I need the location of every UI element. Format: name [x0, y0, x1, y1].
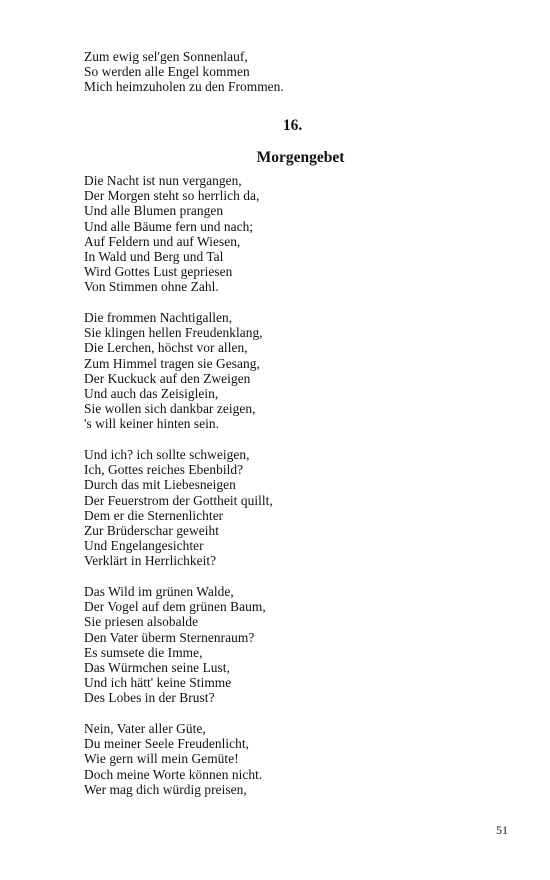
verse-line: 's will keiner hinten sein.	[84, 416, 220, 432]
verse-line: Nein, Vater aller Güte,	[84, 721, 206, 736]
verse-line: Dem er die Sternenlichter	[84, 507, 224, 523]
verse-line: Auf Feldern und auf Wiesen,	[84, 233, 241, 249]
verse-line: So werden alle Engel kommen	[84, 64, 250, 80]
verse-line: Zum ewig sel'gen Sonnenlauf,	[84, 49, 248, 64]
verse-line: Du meiner Seele Freudenlicht,	[84, 736, 250, 752]
verse-line: Sie wollen sich dankbar zeigen,	[84, 401, 256, 417]
verse-line: Der Morgen steht so herrlich da,	[84, 188, 260, 204]
verse-line: Der Feuerstrom der Gottheit quillt,	[84, 492, 273, 508]
verse-line: Sie klingen hellen Freudenklang,	[84, 325, 263, 341]
poem-number: 16.	[282, 117, 303, 134]
poem-title: Morgengebet	[256, 149, 345, 166]
verse-line: Von Stimmen ohne Zahl.	[84, 279, 219, 295]
verse-line: Des Lobes in der Brust?	[84, 690, 215, 706]
verse-line: Die Lerchen, höchst vor allen,	[84, 340, 248, 356]
verse-line: Und ich? ich sollte schweigen,	[84, 447, 250, 462]
verse-line: Durch das mit Liebesneigen	[84, 477, 236, 493]
verse-line: Das Wild im grünen Walde,	[84, 584, 234, 599]
verse-line: Und Engelangesichter	[84, 538, 204, 554]
verse-line: Doch meine Worte können nicht.	[84, 766, 263, 782]
verse-line: Die Nacht ist nun vergangen,	[84, 173, 242, 188]
verse-line: Wie gern will mein Gemüte!	[84, 751, 239, 767]
verse-line: Der Vogel auf dem grünen Baum,	[84, 599, 266, 615]
verse-line: Und alle Blumen prangen	[84, 203, 224, 219]
verse-line: Wer mag dich würdig preisen,	[84, 781, 247, 797]
verse-line: Das Würmchen seine Lust,	[84, 660, 230, 676]
verse-line: Ich, Gottes reiches Ebenbild?	[84, 462, 244, 478]
verse-line: Und ich hätt' keine Stimme	[84, 675, 232, 691]
stanza-3	[84, 447, 504, 569]
verse-line: Und auch das Zeisiglein,	[84, 386, 219, 402]
stanza-1	[84, 173, 504, 295]
verse-line: Die frommen Nachtigallen,	[84, 310, 233, 325]
verse-line: Verklärt in Herrlichkeit?	[84, 553, 217, 569]
verse-line: Und alle Bäume fern und nach;	[84, 218, 254, 234]
stanza-4	[84, 584, 504, 706]
verse-line: Wird Gottes Lust gepriesen	[84, 264, 233, 280]
verse-line: Der Kuckuck auf den Zweigen	[84, 370, 251, 386]
continuation-stanza	[84, 49, 504, 95]
verse-line: Den Vater überm Sternenraum?	[84, 629, 255, 645]
verse-line: Zum Himmel tragen sie Gesang,	[84, 355, 260, 371]
verse-line: Sie priesen alsobalde	[84, 614, 199, 630]
stanza-5	[84, 721, 504, 797]
page-number: 51	[496, 823, 508, 837]
verse-line: Es sumsete die Imme,	[84, 644, 203, 660]
verse-line: Mich heimzuholen zu den Frommen.	[84, 79, 284, 95]
verse-line: In Wald und Berg und Tal	[84, 249, 224, 265]
verse-line: Zur Brüderschar geweiht	[84, 523, 220, 539]
stanza-2	[84, 310, 504, 432]
